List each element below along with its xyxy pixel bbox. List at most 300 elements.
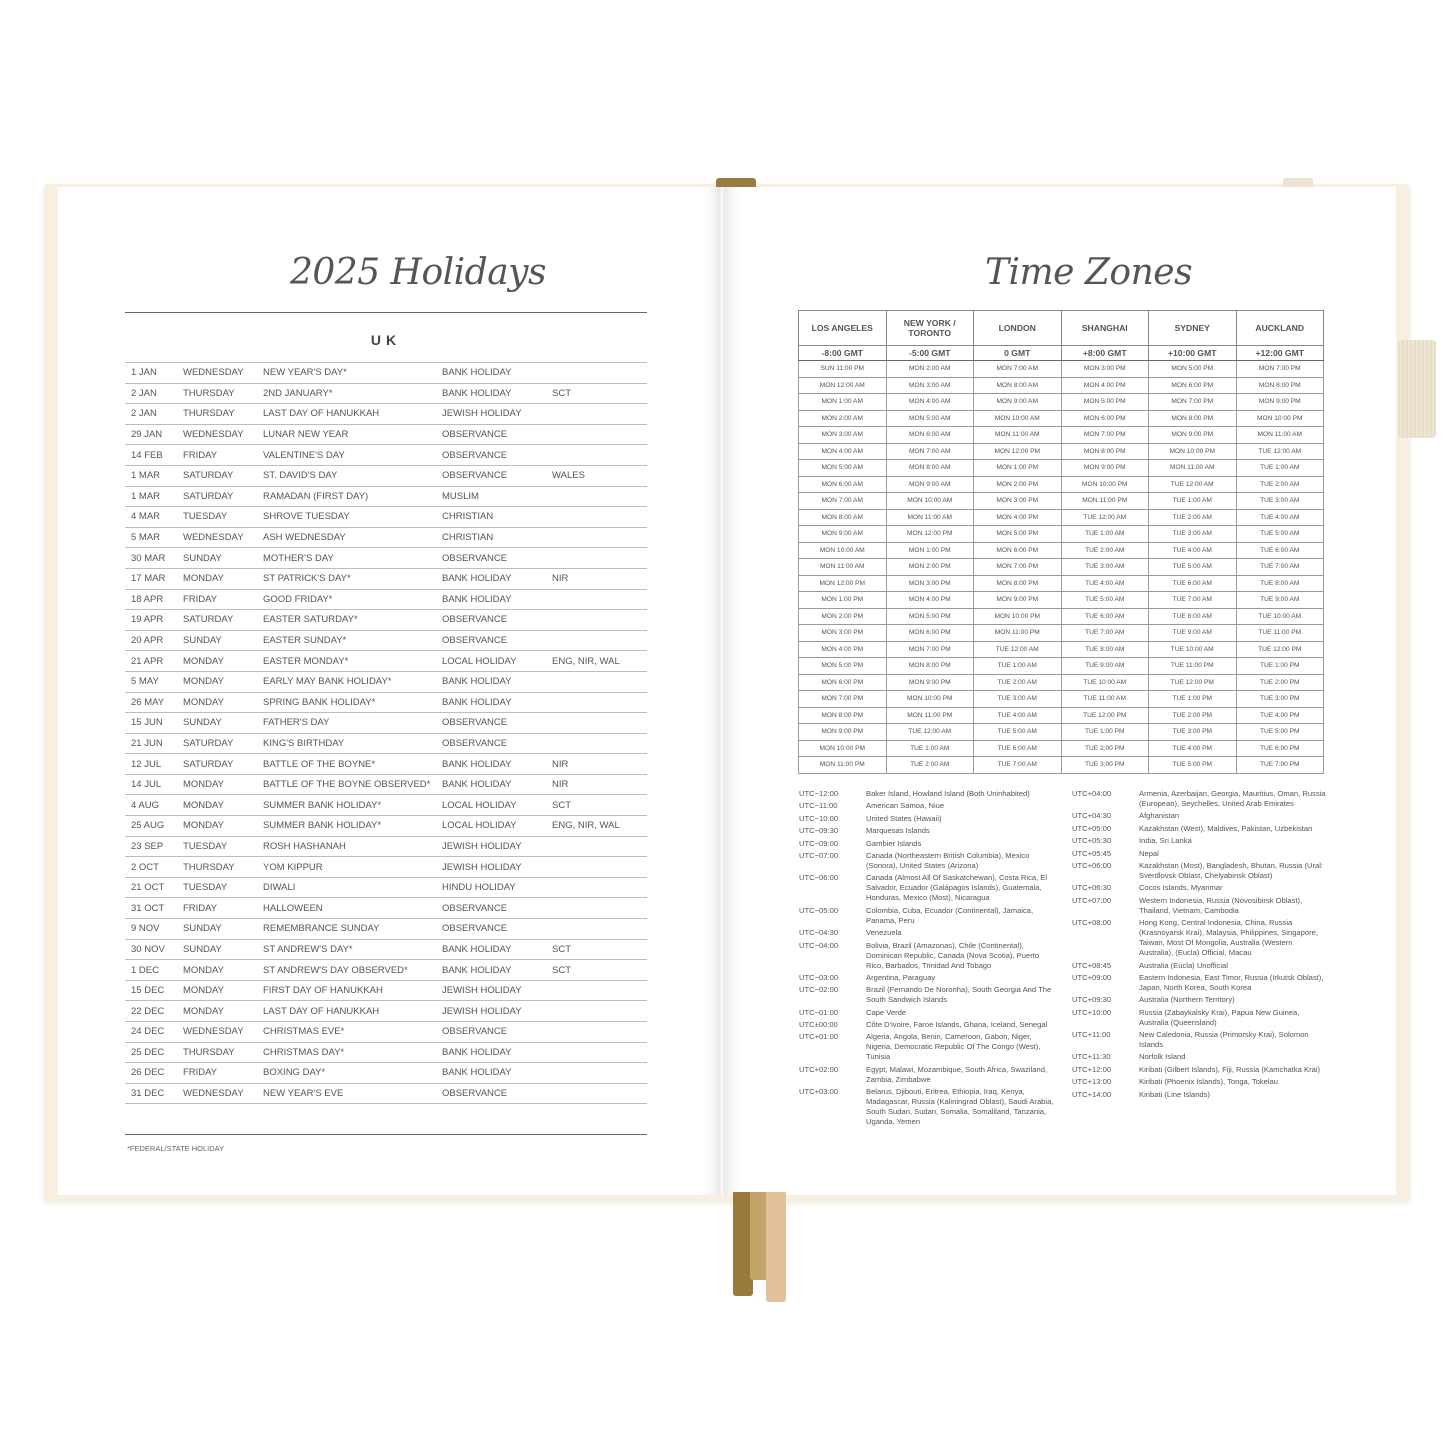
holiday-weekday: SUNDAY — [177, 939, 257, 960]
time-cell: MON 4:00 PM — [886, 592, 974, 609]
city-header: SYDNEY — [1149, 311, 1237, 346]
holiday-type: LOCAL HOLIDAY — [436, 795, 546, 816]
time-row — [799, 542, 1324, 559]
utc-offset: UTC+10:00 — [1072, 1007, 1112, 1017]
time-cell: TUE 4:00 AM — [1149, 542, 1237, 559]
holiday-region — [546, 1001, 647, 1022]
utc-regions: Venezuela — [866, 928, 902, 938]
holiday-name: SUMMER BANK HOLIDAY* — [257, 795, 436, 816]
holiday-region — [546, 404, 647, 425]
time-cell: MON 8:00 AM — [974, 377, 1062, 394]
holiday-row — [125, 404, 647, 425]
time-cell: MON 10:00 AM — [886, 493, 974, 510]
time-cell: MON 8:00 PM — [1236, 377, 1324, 394]
time-cell: MON 4:00 PM — [1061, 377, 1149, 394]
utc-regions: Afghanistan — [1139, 811, 1180, 821]
holiday-weekday: WEDNESDAY — [177, 527, 257, 548]
utc-offset: UTC−11:00 — [799, 801, 838, 811]
holiday-type: BANK HOLIDAY — [436, 774, 546, 795]
holiday-weekday: TUESDAY — [177, 507, 257, 528]
time-row — [799, 658, 1324, 675]
holiday-name: ST ANDREW'S DAY OBSERVED* — [257, 960, 436, 981]
time-cell: TUE 2:00 PM — [1236, 674, 1324, 691]
holiday-row — [125, 774, 647, 795]
gmt-offset: -5:00 GMT — [886, 346, 974, 361]
time-cell: MON 12:00 AM — [799, 377, 887, 394]
holiday-type: JEWISH HOLIDAY — [436, 836, 546, 857]
holiday-weekday: SUNDAY — [177, 919, 257, 940]
time-cell: TUE 6:00 AM — [1149, 575, 1237, 592]
time-cell: MON 11:00 PM — [886, 707, 974, 724]
holiday-region — [546, 980, 647, 1001]
time-row — [799, 707, 1324, 724]
time-cell: TUE 5:00 AM — [1149, 559, 1237, 576]
gmt-offset: 0 GMT — [974, 346, 1062, 361]
holiday-row — [125, 713, 647, 734]
time-cell: TUE 8:00 AM — [1236, 575, 1324, 592]
holiday-date: 2 JAN — [125, 404, 177, 425]
holiday-region — [546, 424, 647, 445]
utc-regions: Hong Kong, Central Indonesia, China, Russia (Krasnoyarsk Krai), Malaysia, Philippines, Singapore, Taiwan, Most Of Mongolia, Australia (Western Australia), (Eucla) Official, Macau — [1139, 918, 1318, 958]
time-cell: TUE 6:00 AM — [1061, 608, 1149, 625]
time-cell: MON 7:00 PM — [799, 691, 887, 708]
holiday-row — [125, 795, 647, 816]
holiday-region: WALES — [546, 465, 647, 486]
time-cell: MON 12:00 PM — [974, 443, 1062, 460]
time-cell: TUE 11:00 PM — [1236, 625, 1324, 642]
holiday-region — [546, 713, 647, 734]
holiday-date: 20 APR — [125, 630, 177, 651]
utc-entry — [799, 985, 1054, 1005]
time-cell: TUE 1:00 AM — [1061, 526, 1149, 543]
holiday-row — [125, 1042, 647, 1063]
utc-entry — [1072, 1052, 1327, 1062]
time-cell: MON 10:00 PM — [886, 691, 974, 708]
holiday-type: JEWISH HOLIDAY — [436, 404, 546, 425]
holiday-row — [125, 1022, 647, 1043]
utc-offset: UTC+11:30 — [1072, 1052, 1111, 1062]
holiday-type: BANK HOLIDAY — [436, 589, 546, 610]
holiday-date: 29 JAN — [125, 424, 177, 445]
holiday-region — [546, 919, 647, 940]
holiday-type: OBSERVANCE — [436, 898, 546, 919]
holiday-weekday: SUNDAY — [177, 548, 257, 569]
utc-entry — [799, 789, 1054, 799]
time-row — [799, 757, 1324, 774]
holiday-row — [125, 363, 647, 384]
holidays-title: 2025 Holidays — [290, 252, 546, 293]
holiday-date: 30 MAR — [125, 548, 177, 569]
time-cell: MON 9:00 PM — [1149, 427, 1237, 444]
time-row — [799, 410, 1324, 427]
holiday-date: 21 OCT — [125, 877, 177, 898]
holiday-weekday: FRIDAY — [177, 589, 257, 610]
holiday-date: 14 FEB — [125, 445, 177, 466]
holiday-date: 1 MAR — [125, 465, 177, 486]
holiday-name: KING'S BIRTHDAY — [257, 733, 436, 754]
holiday-row — [125, 465, 647, 486]
holiday-region — [546, 857, 647, 878]
holiday-region: SCT — [546, 960, 647, 981]
time-cell: MON 3:00 PM — [1061, 361, 1149, 378]
holiday-region — [546, 692, 647, 713]
time-cell: TUE 12:00 AM — [886, 724, 974, 741]
holiday-type: CHRISTIAN — [436, 507, 546, 528]
utc-regions: Norfolk Island — [1139, 1052, 1186, 1062]
utc-regions: Nepal — [1139, 848, 1159, 858]
holiday-type: BANK HOLIDAY — [436, 568, 546, 589]
holidays-footnote: *FEDERAL/STATE HOLIDAY — [127, 1144, 225, 1153]
utc-regions: Cape Verde — [866, 1007, 907, 1017]
holiday-region — [546, 877, 647, 898]
utc-entry — [799, 1008, 1054, 1018]
utc-regions: American Samoa, Niue — [866, 801, 945, 811]
time-cell: MON 9:00 PM — [1061, 460, 1149, 477]
holiday-region: NIR — [546, 754, 647, 775]
time-cell: TUE 3:00 PM — [1061, 757, 1149, 774]
holiday-type: OBSERVANCE — [436, 424, 546, 445]
time-row — [799, 377, 1324, 394]
holiday-region — [546, 1022, 647, 1043]
holiday-name: EASTER MONDAY* — [257, 651, 436, 672]
holiday-region: SCT — [546, 383, 647, 404]
time-row — [799, 641, 1324, 658]
time-cell: MON 8:00 AM — [886, 460, 974, 477]
holiday-name: YOM KIPPUR — [257, 857, 436, 878]
holiday-type: LOCAL HOLIDAY — [436, 651, 546, 672]
time-cell: TUE 1:00 AM — [886, 740, 974, 757]
divider — [125, 312, 647, 313]
gmt-offset: +8:00 GMT — [1061, 346, 1149, 361]
time-cell: MON 9:00 PM — [1236, 394, 1324, 411]
utc-offset: UTC−09:30 — [799, 826, 839, 836]
holiday-type: BANK HOLIDAY — [436, 939, 546, 960]
holiday-region — [546, 1083, 647, 1104]
time-cell: TUE 1:00 PM — [1061, 724, 1149, 741]
time-row — [799, 509, 1324, 526]
time-cell: MON 6:00 PM — [886, 625, 974, 642]
time-cell: MON 11:00 AM — [886, 509, 974, 526]
holiday-name: EASTER SUNDAY* — [257, 630, 436, 651]
time-cell: TUE 5:00 AM — [1061, 592, 1149, 609]
holiday-row — [125, 568, 647, 589]
utc-regions: Kazakhstan (Most), Bangladesh, Bhutan, Russia (Ural: Sverdlovsk Oblast, Chelyabinsk Oblast) — [1139, 860, 1324, 880]
holiday-region — [546, 898, 647, 919]
time-cell: MON 9:00 PM — [886, 674, 974, 691]
time-cell: TUE 2:00 AM — [1236, 476, 1324, 493]
holiday-row — [125, 939, 647, 960]
city-header: NEW YORK / TORONTO — [886, 311, 974, 346]
holiday-date: 23 SEP — [125, 836, 177, 857]
holiday-weekday: MONDAY — [177, 651, 257, 672]
holiday-row — [125, 671, 647, 692]
time-cell: TUE 9:00 AM — [1061, 658, 1149, 675]
holiday-name: RAMADAN (FIRST DAY) — [257, 486, 436, 507]
utc-entry — [1072, 961, 1327, 971]
time-cell: MON 3:00 PM — [886, 575, 974, 592]
holiday-date: 5 MAY — [125, 671, 177, 692]
time-cell: MON 8:00 PM — [1149, 410, 1237, 427]
holiday-type: BANK HOLIDAY — [436, 383, 546, 404]
holidays-table — [125, 362, 647, 1104]
holiday-date: 9 NOV — [125, 919, 177, 940]
holiday-row — [125, 960, 647, 981]
holiday-name: SHROVE TUESDAY — [257, 507, 436, 528]
time-cell: MON 5:00 PM — [886, 608, 974, 625]
holiday-region — [546, 1063, 647, 1084]
holiday-weekday: WEDNESDAY — [177, 363, 257, 384]
utc-offset: UTC+04:00 — [1072, 789, 1112, 798]
holiday-type: HINDU HOLIDAY — [436, 877, 546, 898]
utc-regions: New Caledonia, Russia (Primorsky Krai), Solomon Islands — [1139, 1030, 1309, 1050]
time-cell: MON 5:00 PM — [1061, 394, 1149, 411]
city-header: LOS ANGELES — [799, 311, 887, 346]
time-cell: TUE 10:00 AM — [1061, 674, 1149, 691]
time-cell: MON 11:00 AM — [1236, 427, 1324, 444]
holiday-type: BANK HOLIDAY — [436, 1042, 546, 1063]
utc-regions: Gambier Islands — [866, 838, 922, 848]
utc-entry — [1072, 1090, 1327, 1100]
time-cell: MON 2:00 AM — [799, 410, 887, 427]
holiday-name: ST ANDREW'S DAY* — [257, 939, 436, 960]
time-cell: MON 12:00 PM — [886, 526, 974, 543]
time-cell: MON 8:00 AM — [799, 509, 887, 526]
time-row — [799, 460, 1324, 477]
time-cell: MON 9:00 AM — [799, 526, 887, 543]
time-cell: SUN 11:00 PM — [799, 361, 887, 378]
time-cell: TUE 12:00 AM — [1149, 476, 1237, 493]
holiday-type: BANK HOLIDAY — [436, 363, 546, 384]
holiday-type: OBSERVANCE — [436, 1022, 546, 1043]
time-cell: TUE 10:00 AM — [1236, 608, 1324, 625]
elastic-band-closure — [1398, 340, 1436, 438]
utc-entry — [1072, 824, 1327, 834]
holiday-region: ENG, NIR, WAL — [546, 816, 647, 837]
utc-entry — [799, 826, 1054, 836]
utc-entry — [799, 801, 1054, 811]
city-header: LONDON — [974, 311, 1062, 346]
utc-regions: Cocos Islands, Myanmar — [1139, 883, 1223, 893]
time-cell: MON 5:00 AM — [799, 460, 887, 477]
utc-offset: UTC+13:00 — [1072, 1077, 1112, 1087]
holiday-name: FIRST DAY OF HANUKKAH — [257, 980, 436, 1001]
time-cell: MON 4:00 PM — [974, 509, 1062, 526]
gmt-offset: +10:00 GMT — [1149, 346, 1237, 361]
time-cell: TUE 6:00 AM — [974, 740, 1062, 757]
time-zones-title: Time Zones — [985, 252, 1193, 293]
holiday-name: ROSH HASHANAH — [257, 836, 436, 857]
time-cell: TUE 12:00 PM — [1061, 707, 1149, 724]
time-cell: TUE 12:00 AM — [1061, 509, 1149, 526]
utc-entry — [1072, 995, 1327, 1005]
utc-entry — [1072, 861, 1327, 881]
holiday-type: LOCAL HOLIDAY — [436, 816, 546, 837]
utc-entry — [799, 941, 1054, 971]
holiday-weekday: SATURDAY — [177, 610, 257, 631]
holiday-row — [125, 651, 647, 672]
utc-regions: Algeria, Angola, Benin, Cameroon, Gabon, Niger, Nigeria, Democratic Republic Of The Congo (West), Tunisia — [866, 1032, 1041, 1062]
holiday-region — [546, 1042, 647, 1063]
holiday-date: 15 JUN — [125, 713, 177, 734]
time-cell: TUE 6:00 AM — [1236, 542, 1324, 559]
utc-regions: United States (Hawaii) — [866, 813, 942, 823]
utc-regions: Australia (Northern Territory) — [1139, 995, 1235, 1005]
utc-entry — [1072, 973, 1327, 993]
holiday-row — [125, 754, 647, 775]
holiday-name: GOOD FRIDAY* — [257, 589, 436, 610]
time-cell: TUE 4:00 AM — [1236, 509, 1324, 526]
utc-offset: UTC+05:45 — [1072, 848, 1112, 858]
holiday-date: 4 AUG — [125, 795, 177, 816]
utc-offset: UTC−12:00 — [799, 789, 839, 798]
city-header-row — [799, 311, 1324, 346]
utc-offset: UTC+08:00 — [1072, 918, 1112, 928]
book-spine-gutter — [719, 187, 725, 1195]
utc-entry — [1072, 883, 1327, 893]
time-cell: MON 7:00 PM — [1236, 361, 1324, 378]
holiday-row — [125, 1083, 647, 1104]
time-cell: TUE 12:00 AM — [974, 641, 1062, 658]
holiday-date: 1 DEC — [125, 960, 177, 981]
utc-offset: UTC−02:00 — [799, 985, 839, 995]
utc-offset: UTC+04:30 — [1072, 811, 1112, 821]
time-cell: TUE 2:00 AM — [1149, 509, 1237, 526]
holiday-region — [546, 507, 647, 528]
time-cell: TUE 4:00 AM — [1061, 575, 1149, 592]
holiday-weekday: MONDAY — [177, 568, 257, 589]
holiday-date: 26 DEC — [125, 1063, 177, 1084]
time-row — [799, 526, 1324, 543]
time-cell: MON 10:00 PM — [974, 608, 1062, 625]
holiday-type: CHRISTIAN — [436, 527, 546, 548]
utc-offset: UTC+06:30 — [1072, 883, 1112, 893]
time-cell: MON 7:00 PM — [886, 641, 974, 658]
utc-entry — [799, 928, 1054, 938]
time-cell: TUE 12:00 AM — [1236, 443, 1324, 460]
utc-offset: UTC+05:00 — [1072, 823, 1112, 833]
utc-entry — [799, 973, 1054, 983]
time-cell: TUE 5:00 PM — [1236, 724, 1324, 741]
holiday-date: 24 DEC — [125, 1022, 177, 1043]
holiday-weekday: MONDAY — [177, 816, 257, 837]
time-cell: TUE 8:00 AM — [1149, 608, 1237, 625]
holiday-name: BATTLE OF THE BOYNE OBSERVED* — [257, 774, 436, 795]
time-cell: MON 4:00 PM — [799, 641, 887, 658]
time-cell: MON 2:00 PM — [799, 608, 887, 625]
utc-regions: Marquesas Islands — [866, 826, 930, 836]
utc-entry — [1072, 918, 1327, 958]
holiday-row — [125, 486, 647, 507]
time-cell: MON 11:00 PM — [974, 625, 1062, 642]
holiday-date: 19 APR — [125, 610, 177, 631]
holiday-name: DIWALI — [257, 877, 436, 898]
time-cell: MON 7:00 PM — [1061, 427, 1149, 444]
time-cell: MON 11:00 PM — [799, 757, 887, 774]
utc-entry — [1072, 811, 1327, 821]
time-cell: MON 7:00 PM — [1149, 394, 1237, 411]
time-cell: MON 6:00 AM — [799, 476, 887, 493]
holiday-region — [546, 589, 647, 610]
time-row — [799, 476, 1324, 493]
holiday-type: OBSERVANCE — [436, 919, 546, 940]
holiday-region: NIR — [546, 774, 647, 795]
time-cell: MON 7:00 AM — [974, 361, 1062, 378]
time-cell: TUE 7:00 AM — [1149, 592, 1237, 609]
time-cell: TUE 2:00 AM — [886, 757, 974, 774]
ribbon-bookmark — [766, 1192, 786, 1302]
holiday-region — [546, 486, 647, 507]
utc-offset: UTC+12:00 — [1072, 1064, 1112, 1074]
holiday-row — [125, 898, 647, 919]
holiday-name: LAST DAY OF HANUKKAH — [257, 1001, 436, 1022]
time-row — [799, 427, 1324, 444]
time-row — [799, 394, 1324, 411]
utc-entry — [1072, 849, 1327, 859]
time-cell: TUE 1:00 PM — [1236, 658, 1324, 675]
utc-entry — [799, 839, 1054, 849]
holiday-type: OBSERVANCE — [436, 445, 546, 466]
holiday-date: 2 JAN — [125, 383, 177, 404]
holiday-weekday: THURSDAY — [177, 1042, 257, 1063]
holiday-name: ASH WEDNESDAY — [257, 527, 436, 548]
holiday-weekday: TUESDAY — [177, 877, 257, 898]
utc-regions: India, Sri Lanka — [1139, 836, 1192, 846]
holiday-region: ENG, NIR, WAL — [546, 651, 647, 672]
utc-offset: UTC+05:30 — [1072, 836, 1112, 846]
holiday-type: BANK HOLIDAY — [436, 1063, 546, 1084]
utc-regions: Kiribati (Gilbert Islands), Fiji, Russia (Kamchatka Krai) — [1139, 1064, 1321, 1074]
utc-regions: Kiribati (Phoenix Islands), Tonga, Tokelau — [1139, 1077, 1279, 1087]
holiday-row — [125, 424, 647, 445]
holiday-type: BANK HOLIDAY — [436, 692, 546, 713]
divider — [125, 1134, 647, 1135]
holiday-weekday: MONDAY — [177, 671, 257, 692]
time-cell: MON 6:00 AM — [886, 427, 974, 444]
holiday-weekday: MONDAY — [177, 1001, 257, 1022]
utc-offset: UTC−06:00 — [799, 873, 839, 883]
time-cell: TUE 3:00 AM — [1061, 559, 1149, 576]
holiday-weekday: MONDAY — [177, 692, 257, 713]
holiday-name: CHRISTMAS EVE* — [257, 1022, 436, 1043]
time-cell: TUE 8:00 AM — [1061, 641, 1149, 658]
time-cell: TUE 5:00 PM — [1149, 757, 1237, 774]
holiday-date: 18 APR — [125, 589, 177, 610]
utc-regions: Colombia, Cuba, Ecuador (Continental), Jamaica, Panama, Peru — [866, 905, 1034, 925]
time-cell: MON 9:00 AM — [886, 476, 974, 493]
holiday-name: FATHER'S DAY — [257, 713, 436, 734]
time-cell: MON 3:00 PM — [974, 493, 1062, 510]
holiday-region: SCT — [546, 795, 647, 816]
holiday-date: 22 DEC — [125, 1001, 177, 1022]
utc-regions: Eastern Indonesia, East Timor, Russia (Irkutsk Oblast), Japan, North Korea, South Korea — [1139, 972, 1324, 992]
holiday-weekday: SATURDAY — [177, 465, 257, 486]
time-cell: MON 5:00 PM — [974, 526, 1062, 543]
time-row — [799, 625, 1324, 642]
utc-offset: UTC+02:00 — [799, 1064, 839, 1074]
holiday-name: SUMMER BANK HOLIDAY* — [257, 816, 436, 837]
time-cell: MON 7:00 AM — [799, 493, 887, 510]
utc-regions: Brazil (Fernando De Noronha), South Georgia And The South Sandwich Islands — [866, 985, 1052, 1005]
time-cell: TUE 3:00 AM — [1236, 493, 1324, 510]
holiday-weekday: WEDNESDAY — [177, 1083, 257, 1104]
time-cell: TUE 1:00 AM — [1236, 460, 1324, 477]
time-cell: MON 10:00 PM — [1149, 443, 1237, 460]
holiday-date: 15 DEC — [125, 980, 177, 1001]
time-cell: TUE 3:00 PM — [1236, 691, 1324, 708]
holiday-weekday: SATURDAY — [177, 733, 257, 754]
time-cell: TUE 7:00 PM — [1236, 757, 1324, 774]
holiday-type: JEWISH HOLIDAY — [436, 980, 546, 1001]
